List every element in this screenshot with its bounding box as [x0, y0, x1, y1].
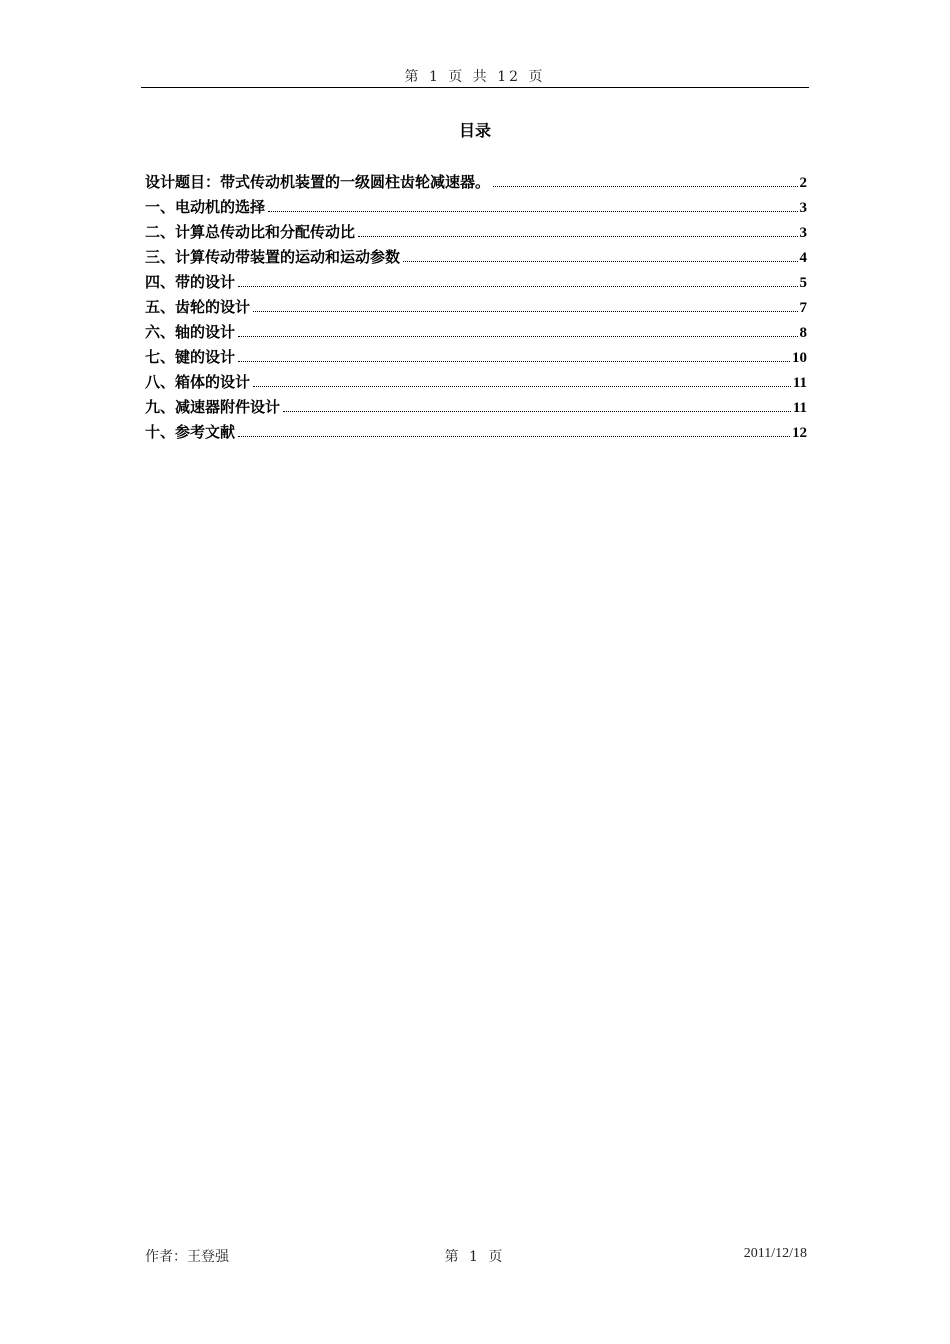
toc-entry-label: 九、减速器附件设计: [145, 398, 281, 416]
toc-dot-leader: [358, 236, 797, 237]
toc-entry[interactable]: [145, 167, 807, 192]
toc-entry-page: 7: [799, 300, 807, 316]
toc-entry-page: 12: [792, 425, 807, 441]
toc-entry-label: 三、计算传动带装置的运动和运动参数: [145, 248, 401, 266]
toc-entry-page: 4: [799, 250, 807, 266]
toc-entry-label: 七、键的设计: [145, 348, 236, 366]
toc-entry-page: 10: [792, 350, 807, 366]
toc-entry[interactable]: [145, 292, 807, 317]
toc-dot-leader: [238, 336, 797, 337]
toc-entry-label: 设计题目：带式传动机装置的一级圆柱齿轮减速器。: [145, 173, 491, 191]
table-of-contents: [145, 167, 807, 442]
toc-entry[interactable]: [145, 267, 807, 292]
toc-dot-leader: [238, 436, 790, 437]
toc-entry-page: 5: [799, 275, 807, 291]
toc-entry[interactable]: [145, 417, 807, 442]
toc-entry[interactable]: [145, 342, 807, 367]
footer-page-number: 第 1 页: [444, 1249, 506, 1265]
toc-dot-leader: [253, 386, 791, 387]
toc-dot-leader: [238, 286, 797, 287]
toc-entry-label: 一、电动机的选择: [145, 198, 266, 216]
toc-entry[interactable]: [145, 367, 807, 392]
page-header: 第 1 页 共 12 页: [404, 69, 546, 85]
footer-date: 2011/12/18: [743, 1246, 807, 1261]
toc-dot-leader: [403, 261, 797, 262]
toc-title: 目录: [458, 121, 491, 140]
toc-entry[interactable]: [145, 242, 807, 267]
toc-entry-label: 五、齿轮的设计: [145, 298, 251, 316]
toc-entry-label: 八、箱体的设计: [145, 373, 251, 391]
toc-entry-page: 3: [799, 200, 807, 216]
toc-dot-leader: [268, 211, 797, 212]
toc-entry-page: 8: [799, 325, 807, 341]
toc-entry-label: 十、参考文献: [145, 423, 236, 441]
toc-entry-label: 六、轴的设计: [145, 323, 236, 341]
toc-dot-leader: [238, 361, 790, 362]
toc-entry-page: 11: [792, 400, 807, 416]
toc-entry-label: 二、计算总传动比和分配传动比: [145, 223, 356, 241]
toc-entry-label: 四、带的设计: [145, 273, 236, 291]
footer-author: 作者：王登强: [145, 1249, 229, 1265]
header-rule: [141, 87, 809, 88]
toc-entry[interactable]: [145, 317, 807, 342]
toc-entry-page: 11: [792, 375, 807, 391]
toc-dot-leader: [283, 411, 791, 412]
toc-entry[interactable]: [145, 192, 807, 217]
toc-entry[interactable]: [145, 217, 807, 242]
toc-dot-leader: [493, 186, 797, 187]
toc-entry-page: 2: [799, 175, 807, 191]
toc-entry[interactable]: [145, 392, 807, 417]
toc-entry-page: 3: [799, 225, 807, 241]
toc-dot-leader: [253, 311, 797, 312]
